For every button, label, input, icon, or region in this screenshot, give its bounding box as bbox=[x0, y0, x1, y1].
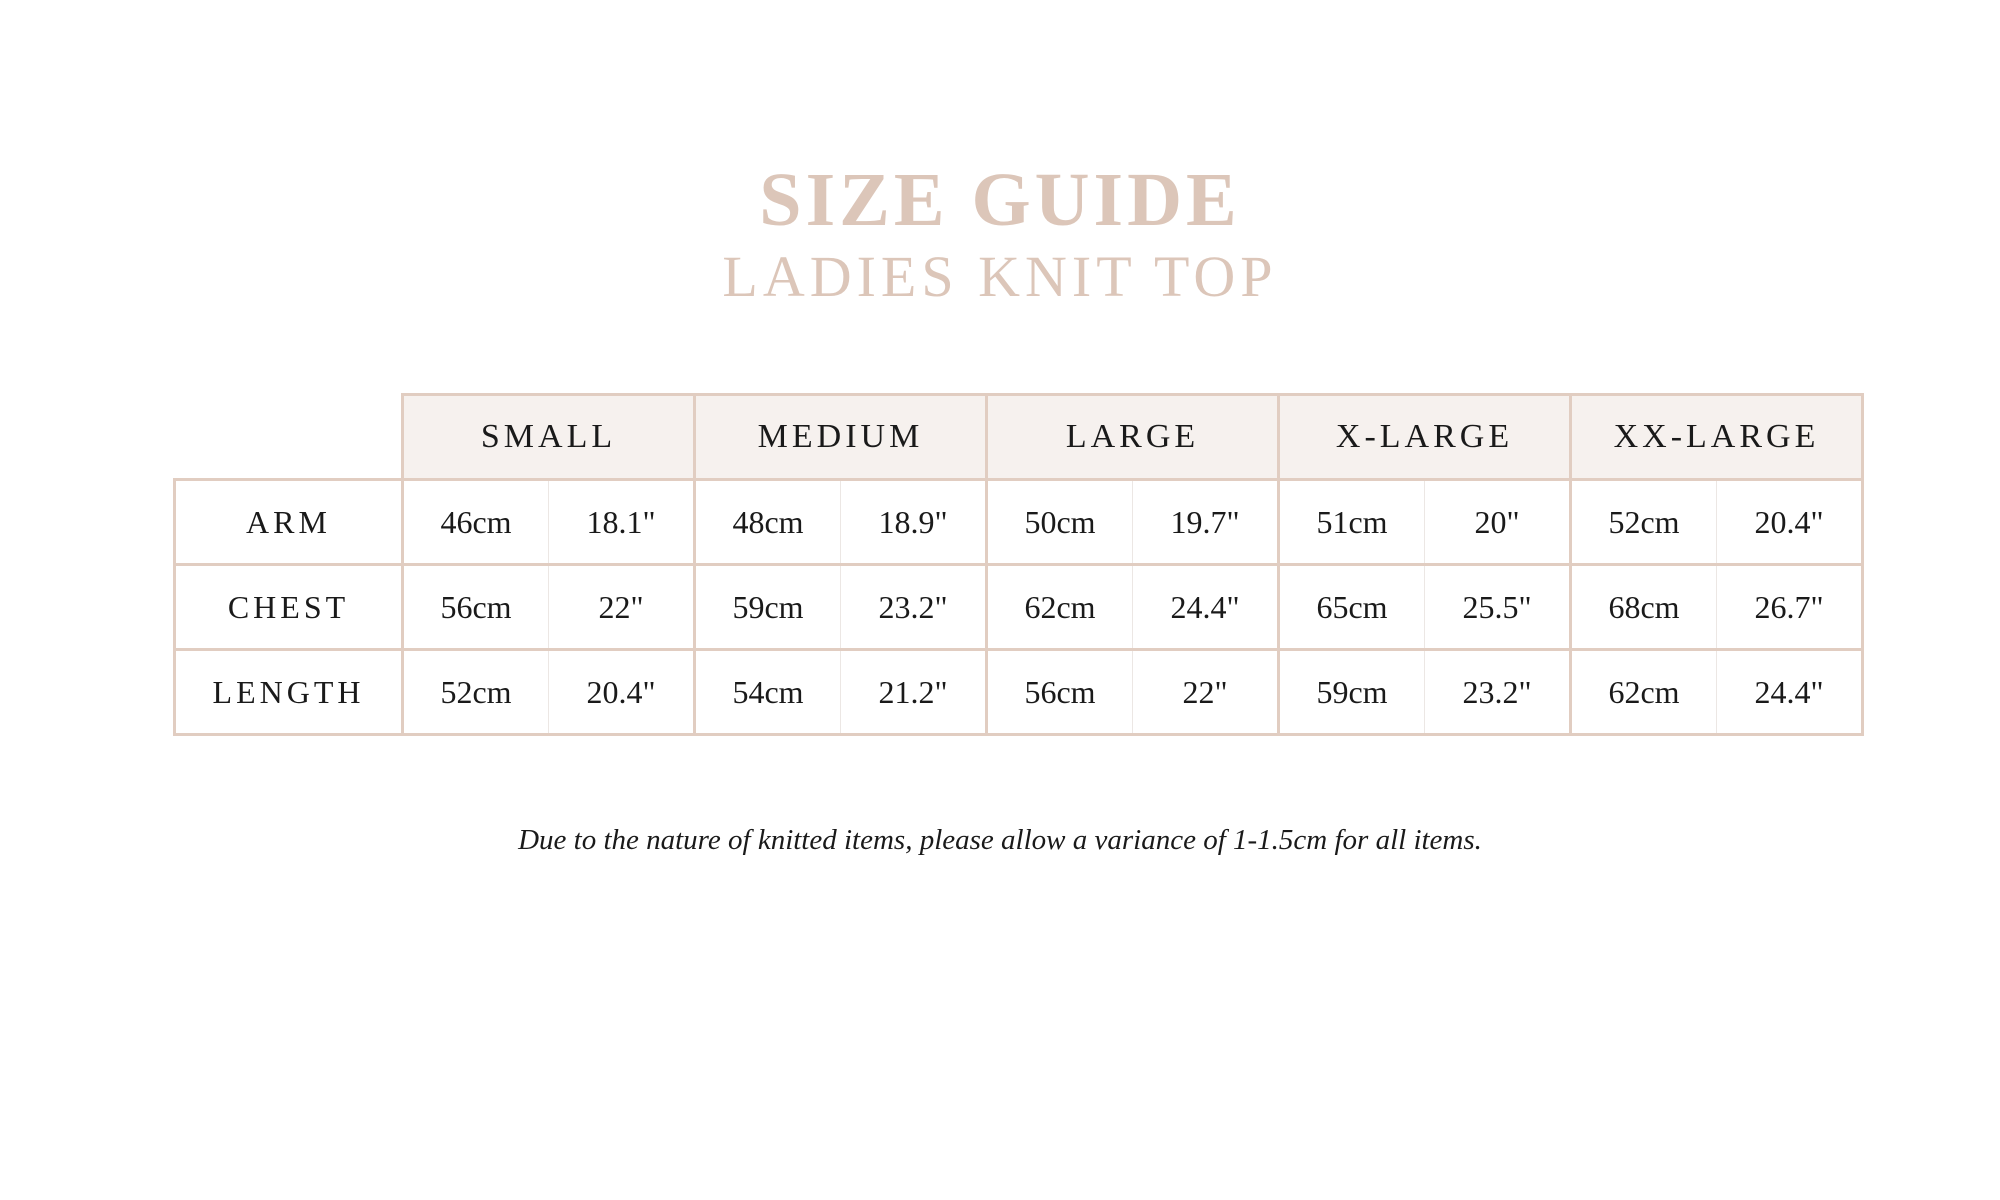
table-cell: 20.4" bbox=[1717, 480, 1863, 565]
variance-note: Due to the nature of knitted items, please allow a variance of 1-1.5cm for all items. bbox=[518, 824, 1482, 856]
table-cell: 62cm bbox=[1571, 650, 1717, 735]
size-table bbox=[173, 393, 1864, 736]
row-label-arm: ARM bbox=[175, 480, 403, 565]
table-corner bbox=[175, 395, 403, 480]
table-cell: 56cm bbox=[987, 650, 1133, 735]
table-cell: 56cm bbox=[403, 565, 549, 650]
row-label-length: LENGTH bbox=[175, 650, 403, 735]
table-row-arm bbox=[175, 480, 1863, 565]
table-cell: 19.7" bbox=[1133, 480, 1279, 565]
table-cell: 24.4" bbox=[1717, 650, 1863, 735]
table-cell: 26.7" bbox=[1717, 565, 1863, 650]
table-cell: 24.4" bbox=[1133, 565, 1279, 650]
table-cell: 52cm bbox=[1571, 480, 1717, 565]
table-cell: 20" bbox=[1425, 480, 1571, 565]
table-cell: 48cm bbox=[695, 480, 841, 565]
table-cell: 54cm bbox=[695, 650, 841, 735]
size-header-large: LARGE bbox=[987, 395, 1279, 480]
table-cell: 65cm bbox=[1279, 565, 1425, 650]
page-title: SIZE GUIDE bbox=[759, 158, 1241, 242]
table-cell: 23.2" bbox=[1425, 650, 1571, 735]
table-cell: 18.9" bbox=[841, 480, 987, 565]
table-cell: 59cm bbox=[1279, 650, 1425, 735]
table-cell: 46cm bbox=[403, 480, 549, 565]
table-cell: 23.2" bbox=[841, 565, 987, 650]
table-row-length bbox=[175, 650, 1863, 735]
size-header-small: SMALL bbox=[403, 395, 695, 480]
size-header-medium: MEDIUM bbox=[695, 395, 987, 480]
row-label-chest: CHEST bbox=[175, 565, 403, 650]
table-row-chest bbox=[175, 565, 1863, 650]
table-cell: 21.2" bbox=[841, 650, 987, 735]
table-cell: 52cm bbox=[403, 650, 549, 735]
table-cell: 22" bbox=[1133, 650, 1279, 735]
page-subtitle: LADIES KNIT TOP bbox=[722, 244, 1278, 309]
table-cell: 50cm bbox=[987, 480, 1133, 565]
table-cell: 51cm bbox=[1279, 480, 1425, 565]
size-header-row bbox=[175, 395, 1863, 480]
table-cell: 68cm bbox=[1571, 565, 1717, 650]
size-header-xx-large: XX-LARGE bbox=[1571, 395, 1863, 480]
table-cell: 59cm bbox=[695, 565, 841, 650]
table-cell: 18.1" bbox=[549, 480, 695, 565]
table-cell: 22" bbox=[549, 565, 695, 650]
table-cell: 62cm bbox=[987, 565, 1133, 650]
table-cell: 20.4" bbox=[549, 650, 695, 735]
table-cell: 25.5" bbox=[1425, 565, 1571, 650]
size-header-x-large: X-LARGE bbox=[1279, 395, 1571, 480]
